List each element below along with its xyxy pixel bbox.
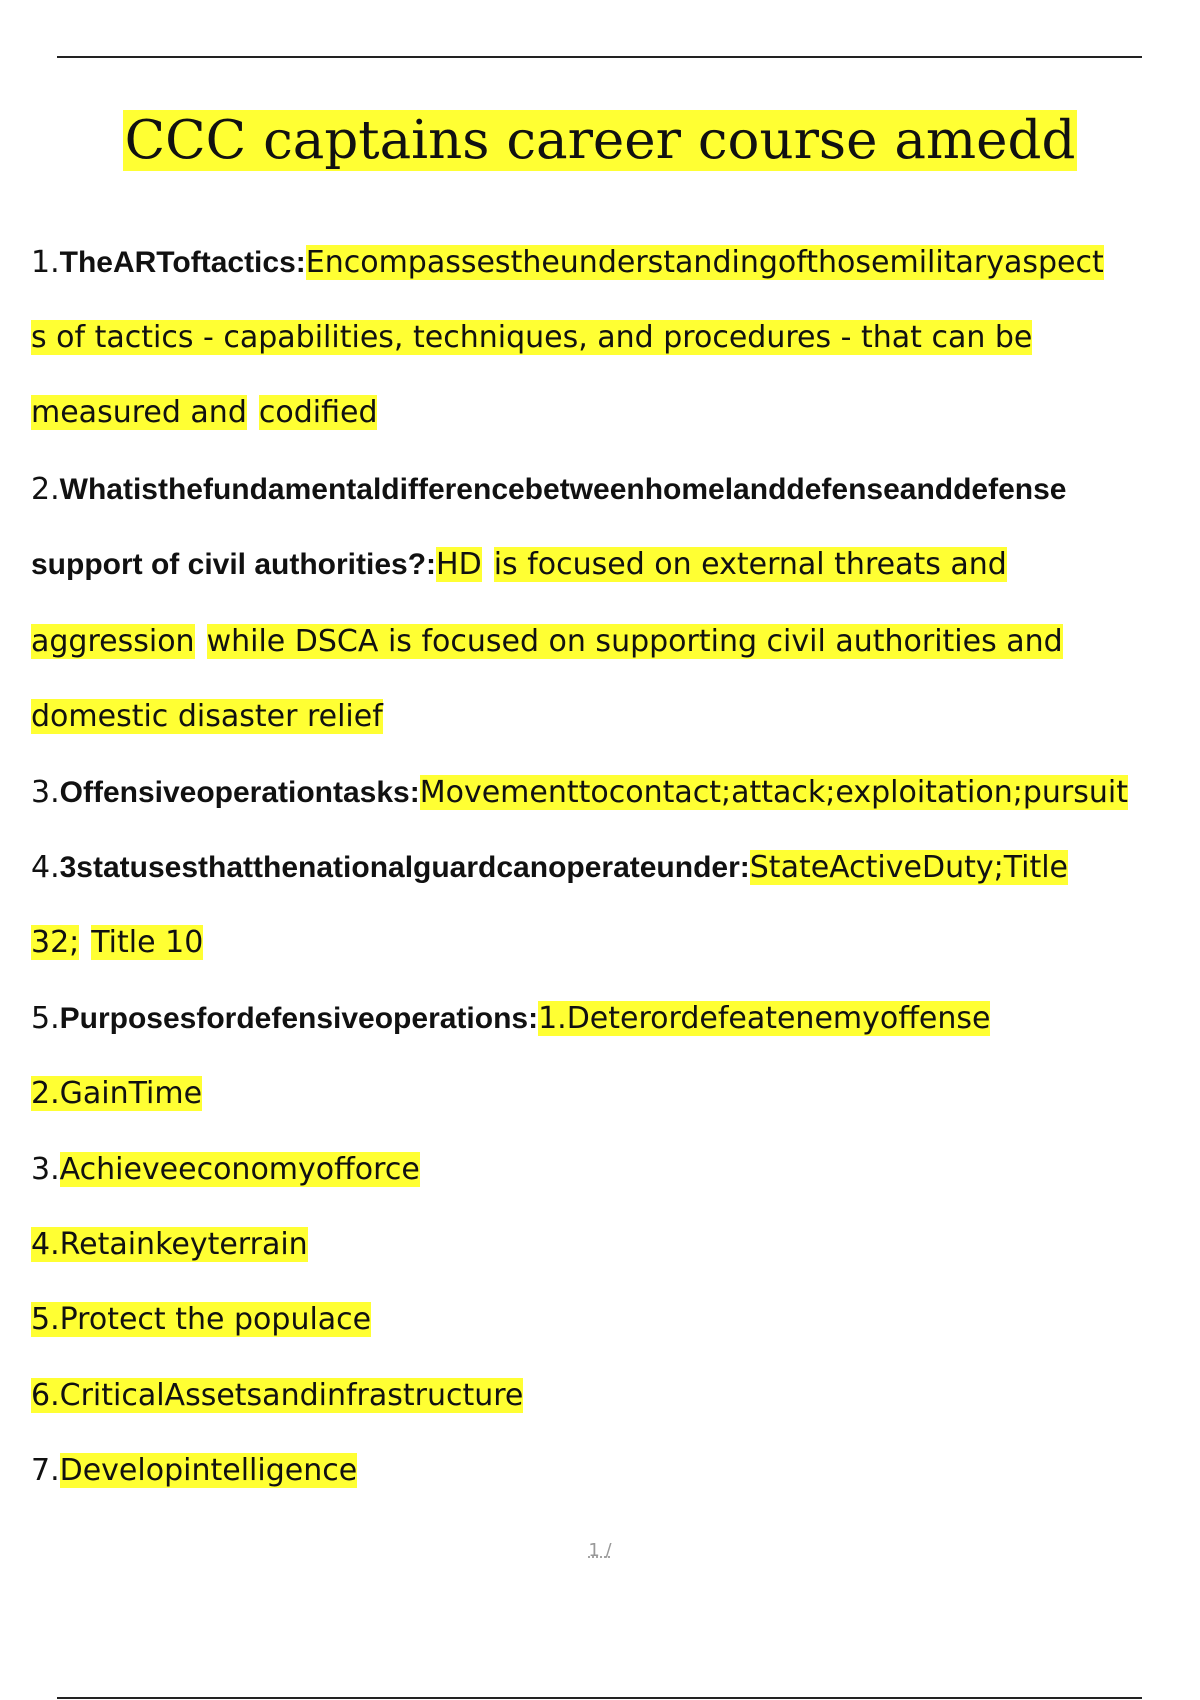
page-number: 1 /	[588, 1540, 612, 1561]
item-answer: s of tactics - capabilities, techniques, and procedures - that can be	[31, 320, 1033, 355]
item-answer: Encompassestheunderstandingofthosemilitaryaspect	[305, 245, 1104, 280]
document-title: CCC captains career course amedd	[124, 110, 1076, 171]
item-5-line-4	[31, 1223, 308, 1267]
item-1-line-1	[31, 241, 1104, 285]
item-1-line-2	[31, 316, 1032, 360]
item-number: 1.	[31, 245, 60, 280]
item-4-line-2	[31, 921, 203, 965]
bottom-rule	[57, 1697, 1142, 1699]
item-answer: while DSCA is focused on supporting civil authorities and	[206, 624, 1063, 659]
item-answer: 2.GainTime	[31, 1076, 203, 1111]
item-2-line-4	[31, 695, 383, 739]
item-answer: Developintelligence	[59, 1453, 358, 1488]
item-answer: 6.CriticalAssetsandinfrastructure	[31, 1378, 524, 1413]
item-question: Whatisthefundamentaldifferencebetweenhomelanddefenseanddefense	[59, 473, 1067, 506]
item-answer: 1.Deterordefeatenemyoffense	[538, 1001, 991, 1036]
item-answer: StateActiveDuty;Title	[749, 850, 1069, 885]
item-number: 4.	[31, 850, 60, 885]
item-5-line-5	[31, 1298, 371, 1342]
item-number: 5.	[31, 1001, 60, 1036]
item-2-line-3	[31, 620, 1063, 664]
item-question: 3statusesthatthenationalguardcanoperateunder:	[59, 851, 750, 884]
item-answer: Achieveeconomyofforce	[59, 1152, 420, 1187]
item-3-line-1	[31, 771, 1128, 815]
title-block	[0, 108, 1200, 174]
list-number: 7.	[31, 1453, 60, 1488]
list-number: 3.	[31, 1152, 60, 1187]
item-answer: HD	[436, 547, 482, 582]
item-1-line-3	[31, 391, 377, 435]
item-5-line-1	[31, 997, 990, 1041]
item-5-line-3	[31, 1148, 420, 1192]
item-question: Offensiveoperationtasks:	[59, 776, 420, 809]
item-question: TheARToftactics:	[59, 246, 306, 279]
item-answer: 4.Retainkeyterrain	[31, 1227, 308, 1262]
item-answer: aggression	[31, 624, 195, 659]
item-answer: codified	[258, 395, 378, 430]
item-answer: Title 10	[91, 925, 204, 960]
item-5-line-7	[31, 1449, 357, 1493]
item-5-line-2	[31, 1072, 202, 1116]
item-answer: domestic disaster relief	[31, 699, 383, 734]
item-answer: 5.Protect the populace	[31, 1302, 372, 1337]
item-number: 2.	[31, 472, 60, 507]
item-question: Purposesfordefensiveoperations:	[59, 1002, 539, 1035]
item-5-line-6	[31, 1374, 523, 1418]
item-answer: 32;	[31, 925, 80, 960]
item-4-line-1	[31, 846, 1068, 890]
item-number: 3.	[31, 775, 60, 810]
item-answer: Movementtocontact;attack;exploitation;pursuit	[419, 775, 1129, 810]
item-2-line-2	[31, 543, 1007, 587]
item-question: support of civil authorities?:	[31, 548, 437, 581]
item-answer: is focused on external threats and	[493, 547, 1007, 582]
top-rule	[57, 56, 1142, 58]
item-answer: measured and	[31, 395, 247, 430]
item-2-line-1	[31, 468, 1067, 512]
